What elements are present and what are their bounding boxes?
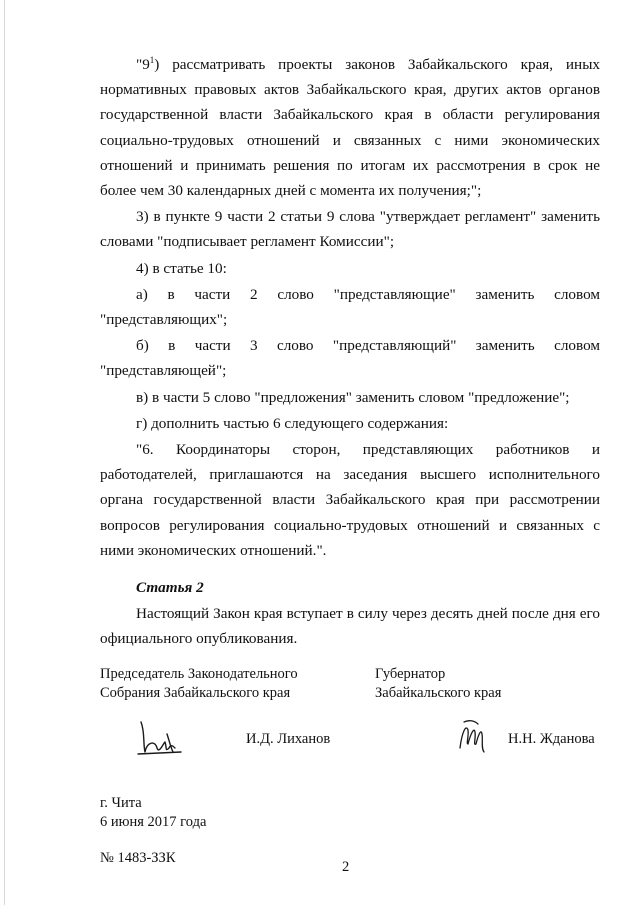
page-number: 2 bbox=[342, 859, 350, 875]
chairman-signature-icon bbox=[135, 718, 185, 758]
paragraph-item-4c: в) в части 5 слово "предложения" заменить словом "предложение"; bbox=[136, 388, 570, 406]
chairman-title-line1: Председатель Законодательного bbox=[100, 666, 298, 682]
place: г. Чита bbox=[100, 795, 142, 811]
paragraph-9-1 bbox=[100, 52, 600, 203]
paragraph-9-1-text: ) рассматривать проекты законов Забайкальского края, иных нормативных правовых актов Забайкальского края, других актов органов государственной власти Забайкальского края в области регулирования социально-трудовых отношений и связанных с ними экономических отношений и принимать решения по итогам их рассмотрения в срок не более чем 30 календарных дней с момента их получения;"; bbox=[100, 56, 600, 200]
governor-title-line1: Губернатор bbox=[375, 666, 446, 682]
governor-name: Н.Н. Жданова bbox=[508, 731, 595, 747]
paragraph-item-4b: б) в части 3 слово "представляющий" заменить словом "представляющей"; bbox=[100, 337, 600, 380]
article-heading: Статья 2 bbox=[136, 579, 204, 597]
place-date-block bbox=[100, 794, 206, 832]
paragraph-item-4a: а) в части 2 слово "представляющие" заменить словом "представляющих"; bbox=[100, 285, 600, 329]
governor-signature-icon bbox=[456, 718, 486, 756]
chairman-name: И.Д. Лиханов bbox=[246, 731, 331, 747]
paragraph-item-3: 3) в пункте 9 части 2 статьи 9 слова "утверждает регламент" заменить словами "подписывает регламент Комиссии"; bbox=[100, 208, 600, 251]
paragraph-9-1-prefix: "9 bbox=[136, 56, 150, 73]
paragraph-9-1-superscript: 1 bbox=[149, 55, 155, 65]
document-body bbox=[100, 52, 600, 652]
governor-title bbox=[375, 665, 615, 703]
scan-edge-line bbox=[4, 0, 5, 905]
chairman-title-line2: Собрания Забайкальского края bbox=[100, 685, 291, 701]
article-text: Настоящий Закон края вступает в силу через десять дней после дня его официального опубликования. bbox=[100, 605, 600, 648]
governor-title-line2: Забайкальского края bbox=[375, 685, 502, 701]
document-number: № 1483-ЗЗК bbox=[100, 850, 176, 866]
paragraph-item-4: 4) в статье 10: bbox=[136, 259, 227, 277]
chairman-title bbox=[100, 665, 360, 703]
date: 6 июня 2017 года bbox=[100, 814, 207, 830]
paragraph-item-4d: г) дополнить частью 6 следующего содержания: bbox=[136, 414, 449, 432]
paragraph-part-6: "6. Координаторы сторон, представляющих работников и работодателей, приглашаются на заседания высшего исполнительного органа государственной власти Забайкальского края при рассмотрении вопросов регулирования социально-трудовых отношений и связанных с ними экономических отношений.". bbox=[100, 441, 600, 559]
